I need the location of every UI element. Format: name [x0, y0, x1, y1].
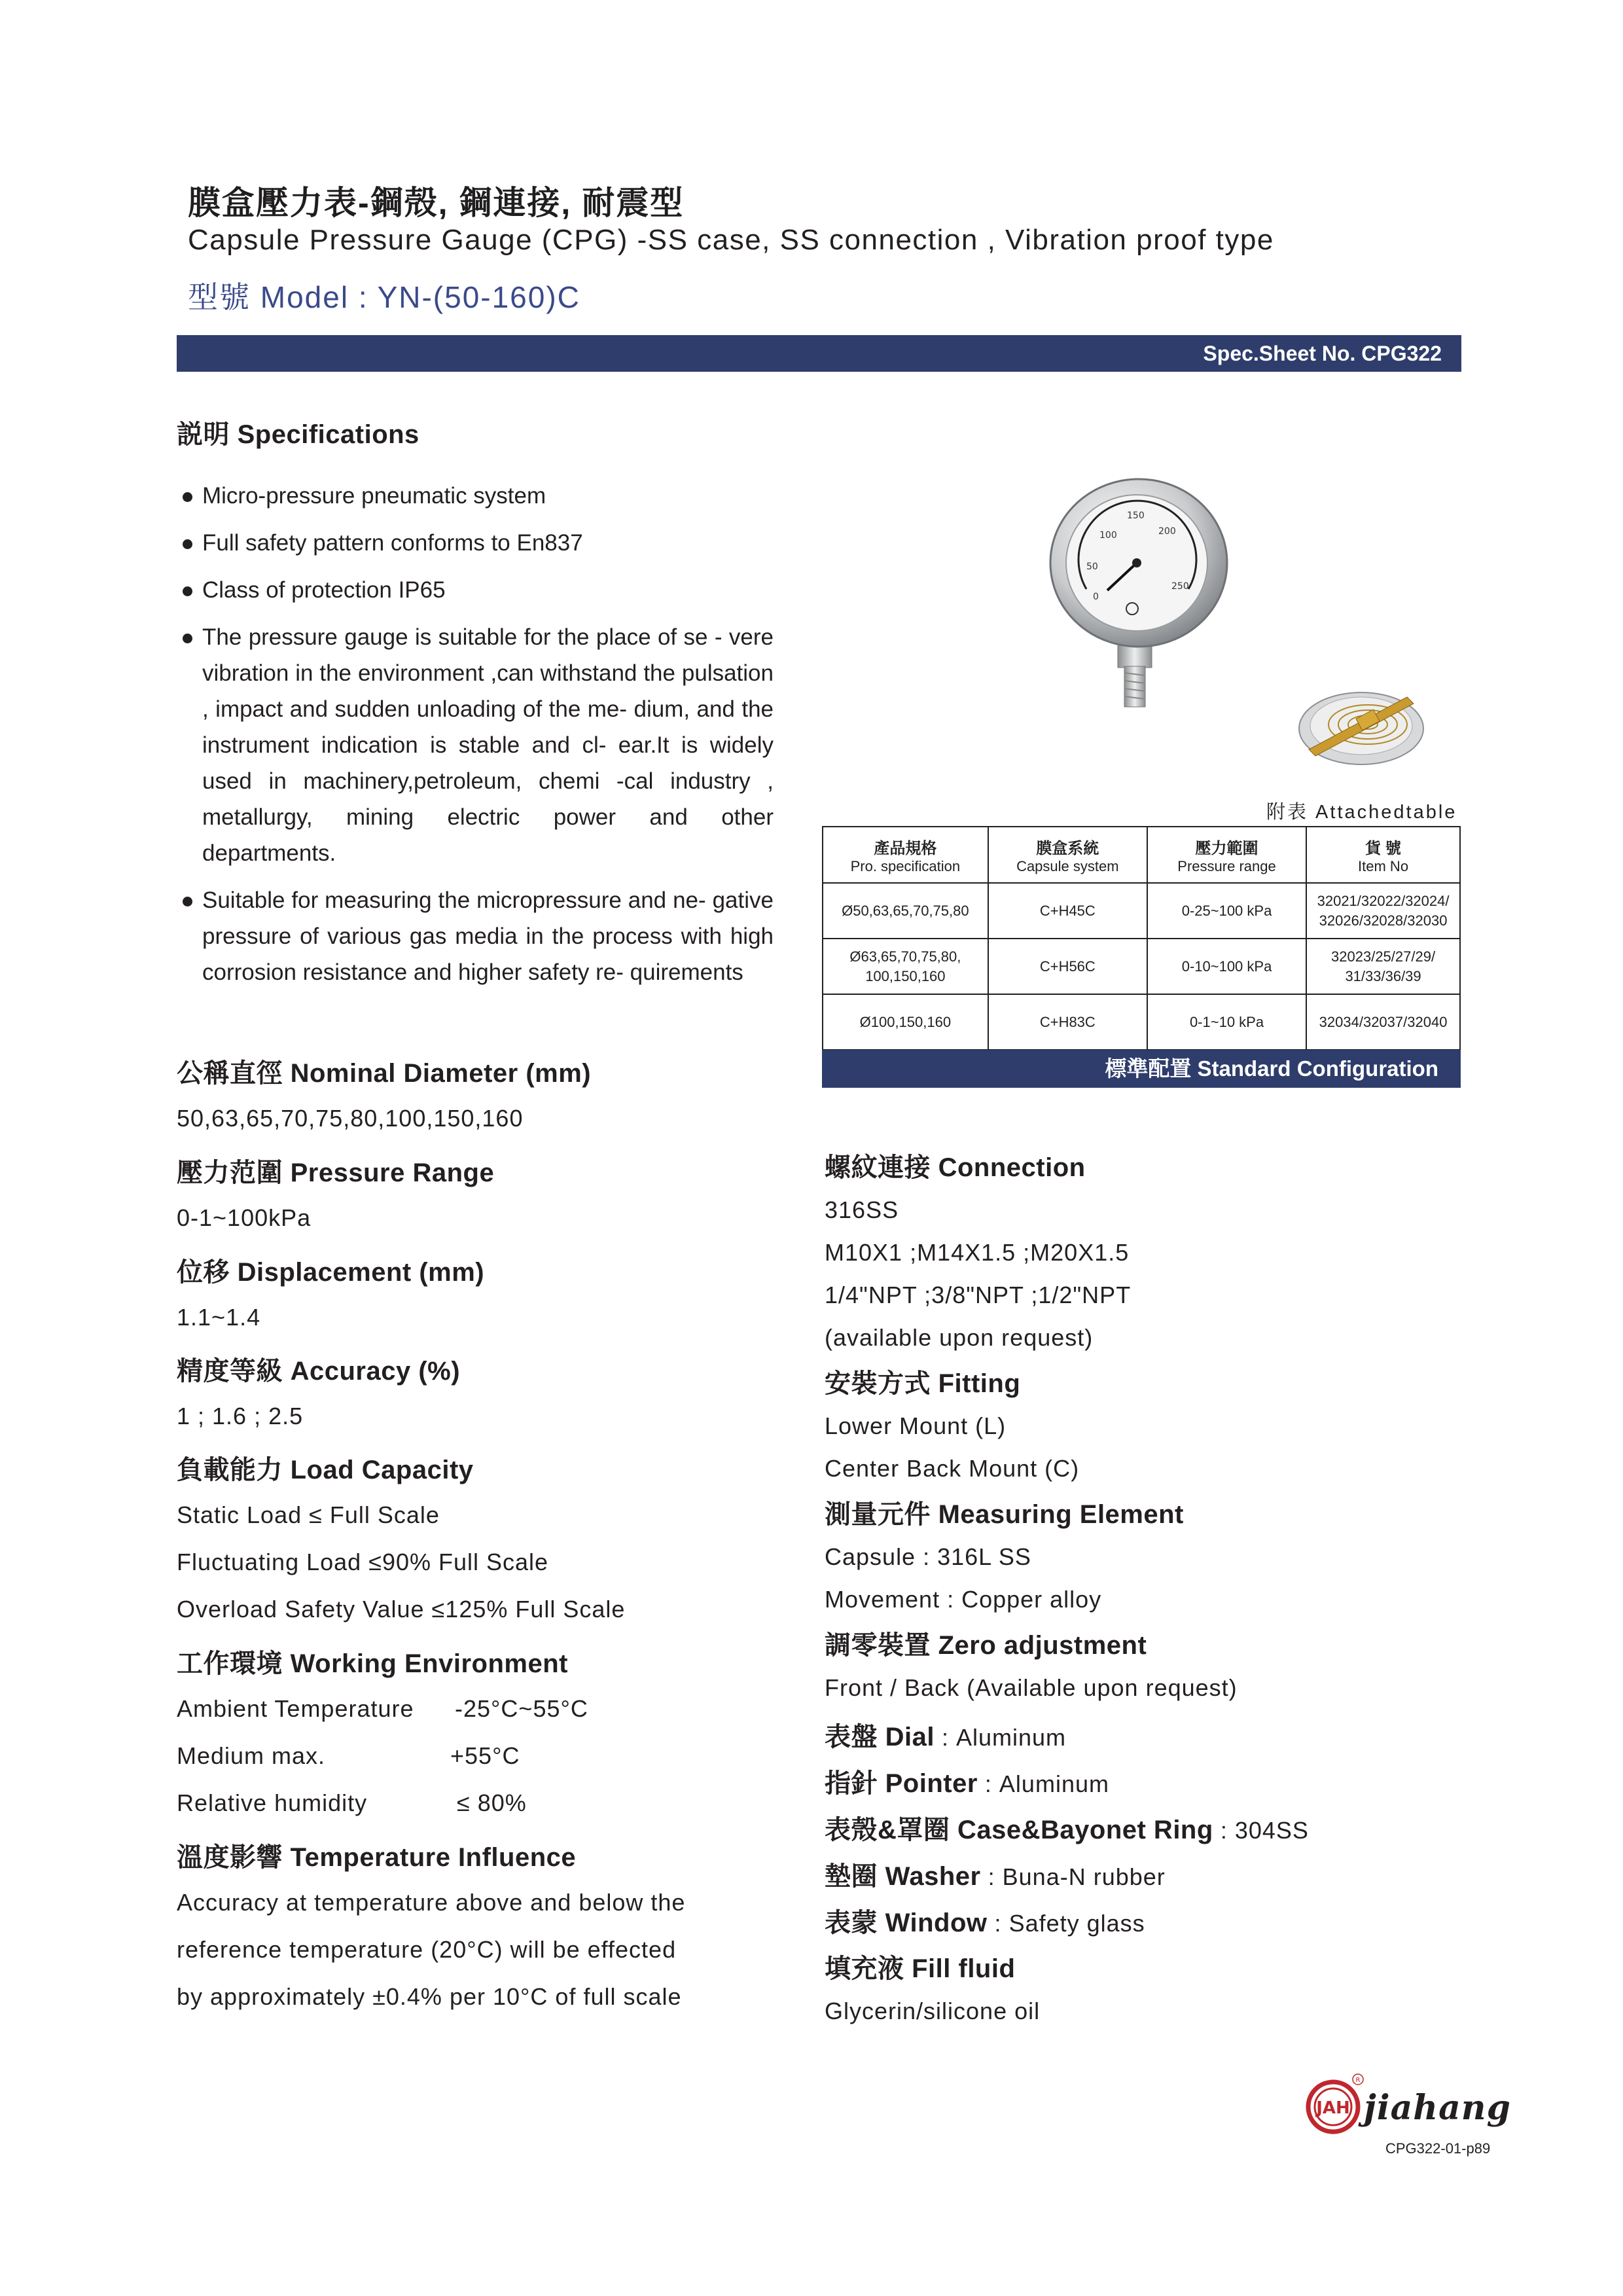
spec-bullet: Micro-pressure pneumatic system: [181, 478, 774, 514]
table-cell: 32023/25/27/29/ 31/33/36/39: [1306, 939, 1460, 994]
fitting-line: Center Back Mount (C): [825, 1455, 1080, 1482]
env-label: Medium max.: [177, 1742, 326, 1769]
pointer-row: 指針 Pointer : Aluminum: [825, 1769, 1109, 1798]
connection-line: (available upon request): [825, 1324, 1094, 1351]
table-cell: C+H83C: [988, 994, 1147, 1050]
fill-fluid-heading: 填充液 Fill fluid: [825, 1954, 1016, 1983]
pointer-label: 指針 Pointer: [825, 1769, 978, 1798]
table-row: [823, 939, 1460, 994]
capsule-element-image: [1296, 677, 1427, 769]
dial-row: 表盤 Dial : Aluminum: [825, 1723, 1067, 1751]
fitting-line: Lower Mount (L): [825, 1412, 1007, 1439]
gauge-label: 200: [1158, 526, 1176, 537]
table-cell: 32034/32037/32040: [1306, 994, 1460, 1050]
case-ring-row: 表殼&罩圈 Case&Bayonet Ring : 304SS: [825, 1816, 1309, 1844]
gauge-label: 100: [1099, 530, 1117, 541]
env-value: -25°C~55°C: [455, 1695, 588, 1722]
measuring-element-heading: 測量元件 Measuring Element: [825, 1500, 1184, 1529]
gauge-label: 0: [1093, 592, 1099, 602]
table-cell: 32021/32022/32024/ 32026/32028/32030: [1306, 883, 1460, 939]
spec-sheet-number: Spec.Sheet No. CPG322: [1203, 342, 1442, 365]
document-code: CPG322-01-p89: [1385, 2140, 1491, 2157]
load-capacity-line: Fluctuating Load ≤90% Full Scale: [177, 1549, 549, 1575]
standard-configuration-bar: [822, 1050, 1461, 1088]
nominal-diameter-value: 50,63,65,70,75,80,100,150,160: [177, 1105, 524, 1132]
temperature-influence-line: by approximately ±0.4% per 10°C of full scale: [177, 1983, 682, 2010]
attached-table-label: 附表 Attachedtable: [1266, 802, 1457, 823]
temperature-influence-line: Accuracy at temperature above and below the: [177, 1889, 686, 1916]
table-cell: 0-10~100 kPa: [1147, 939, 1306, 994]
fitting-heading: 安裝方式 Fitting: [825, 1369, 1021, 1398]
washer-value: Buna-N rubber: [1002, 1863, 1166, 1890]
table-cell: Ø100,150,160: [823, 994, 988, 1050]
connection-line: 316SS: [825, 1196, 899, 1223]
table-header: 貨 號 Item No: [1306, 827, 1460, 883]
standard-configuration-label: 標準配置 Standard Configuration: [1105, 1056, 1438, 1081]
env-label: Ambient Temperature: [177, 1695, 414, 1722]
case-ring-label: 表殼&罩圈 Case&Bayonet Ring: [825, 1816, 1213, 1844]
dial-value: Aluminum: [956, 1724, 1067, 1751]
table-cell: 0-1~10 kPa: [1147, 994, 1306, 1050]
page-title-english: Capsule Pressure Gauge (CPG) -SS case, SS connection , Vibration proof type: [188, 224, 1274, 256]
case-ring-value: 304SS: [1234, 1817, 1309, 1844]
jiahang-logo-icon: [1306, 2072, 1364, 2137]
window-value: Safety glass: [1008, 1910, 1145, 1937]
load-capacity-heading: 負載能力 Load Capacity: [177, 1456, 474, 1484]
fill-fluid-line: Glycerin/silicone oil: [825, 1998, 1041, 2024]
connection-line: M10X1 ;M14X1.5 ;M20X1.5: [825, 1239, 1130, 1266]
table-cell: Ø63,65,70,75,80, 100,150,160: [823, 939, 988, 994]
specifications-list: [181, 478, 774, 1001]
brand-name: jiahang: [1364, 2088, 1511, 2128]
washer-row: 墊圈 Washer : Buna-N rubber: [825, 1862, 1166, 1891]
svg-text:R: R: [1355, 2077, 1361, 2084]
table-header-row: [823, 827, 1460, 883]
washer-label: 墊圈 Washer: [825, 1862, 981, 1891]
attached-table: [822, 826, 1461, 1050]
temperature-influence-line: reference temperature (20°C) will be effected: [177, 1936, 677, 1963]
table-header: 壓力範圍 Pressure range: [1147, 827, 1306, 883]
temperature-influence-heading: 溫度影響 Temperature Influence: [177, 1843, 577, 1872]
page-title-chinese: 膜盒壓力表-鋼殻, 鋼連接, 耐震型: [188, 185, 685, 221]
model-number: 型號 Model : YN-(50-160)C: [188, 280, 580, 314]
table-header: 產品規格 Pro. specification: [823, 827, 988, 883]
table-cell: C+H56C: [988, 939, 1147, 994]
env-value: +55°C: [450, 1742, 520, 1769]
connection-line: 1/4"NPT ;3/8"NPT ;1/2"NPT: [825, 1282, 1132, 1308]
logo-mark-text: JAH: [1316, 2098, 1350, 2118]
pointer-value: Aluminum: [999, 1770, 1109, 1797]
env-label: Relative humidity: [177, 1789, 368, 1816]
spec-bullet: Suitable for measuring the micropressure and ne- gative pressure of various gas media in the process with high corrosion resistance and higher safety re- quirements: [181, 882, 774, 990]
table-row: [823, 994, 1460, 1050]
pressure-range-heading: 壓力范圍 Pressure Range: [177, 1158, 495, 1187]
measuring-element-line: Movement : Copper alloy: [825, 1586, 1102, 1613]
table-cell: 0-25~100 kPa: [1147, 883, 1306, 939]
load-capacity-line: Overload Safety Value ≤125% Full Scale: [177, 1596, 626, 1623]
working-environment-heading: 工作環境 Working Environment: [177, 1649, 568, 1678]
accuracy-heading: 精度等級 Accuracy (%): [177, 1357, 461, 1386]
displacement-heading: 位移 Displacement (mm): [177, 1258, 485, 1287]
spec-bullet: Class of protection IP65: [181, 572, 774, 608]
displacement-value: 1.1~1.4: [177, 1304, 261, 1331]
table-row: [823, 883, 1460, 939]
gauge-label: 150: [1127, 511, 1145, 521]
spec-sheet-bar: [177, 335, 1461, 372]
specifications-heading: 説明 Specifications: [177, 420, 419, 449]
accuracy-value: 1 ; 1.6 ; 2.5: [177, 1403, 304, 1429]
dial-label: 表盤 Dial: [825, 1723, 935, 1751]
zero-adjustment-heading: 調零裝置 Zero adjustment: [825, 1631, 1147, 1660]
table-cell: C+H45C: [988, 883, 1147, 939]
window-row: 表蒙 Window : Safety glass: [825, 1909, 1145, 1937]
spec-bullet: Full safety pattern conforms to En837: [181, 525, 774, 561]
spec-bullet: The pressure gauge is suitable for the place of se - vere vibration in the environment ,can withstand the pulsation , impact and sudden unloading of the me- dium, and the instrument indication is stable and cl- ear.It is widely used in machinery,petroleum, chemi -cal industry , metallurgy, mining electric power and other departments.: [181, 619, 774, 871]
gauge-label: 250: [1171, 581, 1189, 592]
measuring-element-line: Capsule : 316L SS: [825, 1543, 1031, 1570]
load-capacity-line: Static Load ≤ Full Scale: [177, 1501, 440, 1528]
env-value: ≤ 80%: [457, 1789, 527, 1816]
gauge-label: 50: [1086, 562, 1098, 572]
zero-adjustment-line: Front / Back (Available upon request): [825, 1674, 1238, 1701]
table-cell: Ø50,63,65,70,75,80: [823, 883, 988, 939]
pressure-range-value: 0-1~100kPa: [177, 1204, 312, 1231]
window-label: 表蒙 Window: [825, 1909, 988, 1937]
nominal-diameter-heading: 公稱直徑 Nominal Diameter (mm): [177, 1059, 592, 1088]
pressure-gauge-image: [1034, 478, 1243, 713]
connection-heading: 螺紋連接 Connection: [825, 1153, 1086, 1182]
table-header: 膜盒系統 Capsule system: [988, 827, 1147, 883]
